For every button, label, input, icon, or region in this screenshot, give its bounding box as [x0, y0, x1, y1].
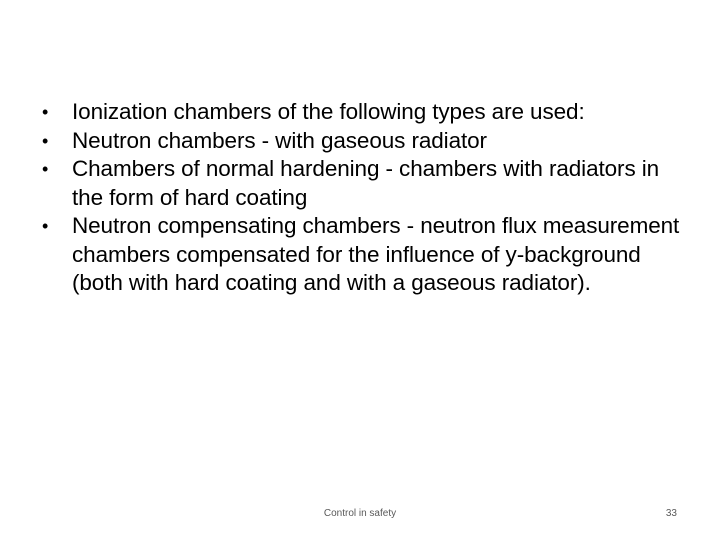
- bullet-dot-icon: •: [42, 159, 49, 179]
- bullet-text: Ionization chambers of the following types are used:: [72, 99, 585, 124]
- footer-text: Control in safety: [323, 508, 397, 519]
- bullet-item: [40, 212, 690, 298]
- bullet-item: [40, 98, 690, 127]
- bullet-dot-icon: •: [42, 102, 49, 122]
- bullet-text: Neutron chambers - with gaseous radiator: [72, 127, 487, 153]
- bullet-dot-icon: •: [42, 216, 49, 236]
- bullet-item: [40, 127, 690, 156]
- page-number: 33: [665, 508, 677, 519]
- bullet-list: [40, 98, 690, 298]
- bullet-text: Chambers of normal hardening - chambers with radiators in the form of hard coating: [72, 156, 660, 210]
- bullet-text: Neutron compensating chambers - neutron flux measurement chambers compensated for the influence of y-background (both with hard coating and with a gaseous radiator).: [72, 213, 680, 295]
- bullet-dot-icon: •: [42, 130, 49, 151]
- bullet-item: [40, 155, 690, 212]
